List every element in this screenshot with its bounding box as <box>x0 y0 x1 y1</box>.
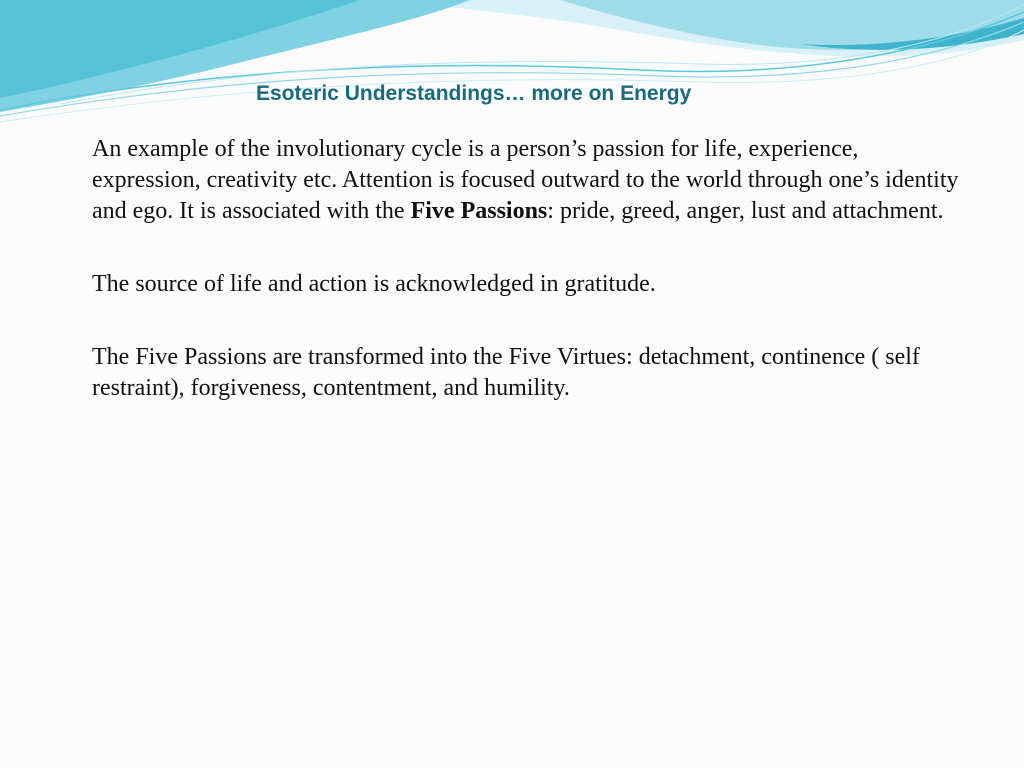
five-passions-bold: Five Passions <box>410 198 548 224</box>
paragraph-involutionary-cycle <box>92 134 972 227</box>
paragraph-five-virtues: The Five Passions are transformed into the Five Virtues: detachment, continence ( self restraint), forgiveness, contentment, and humility. <box>92 344 920 401</box>
slide-title: Esoteric Understandings… more on Energy <box>256 82 692 105</box>
paragraph-1-text-end: : pride, greed, anger, lust and attachment. <box>547 198 944 224</box>
paragraph-1-text: An example of the involutionary cycle is a person’s passion for life, experience, expression, creativity etc. Attention is focused outward to the world through one’s identity and ego. It is associated with the <box>92 136 959 224</box>
header-wave-decoration <box>0 0 1024 130</box>
paragraph-gratitude: The source of life and action is acknowledged in gratitude. <box>92 271 656 297</box>
slide-body <box>92 134 972 446</box>
